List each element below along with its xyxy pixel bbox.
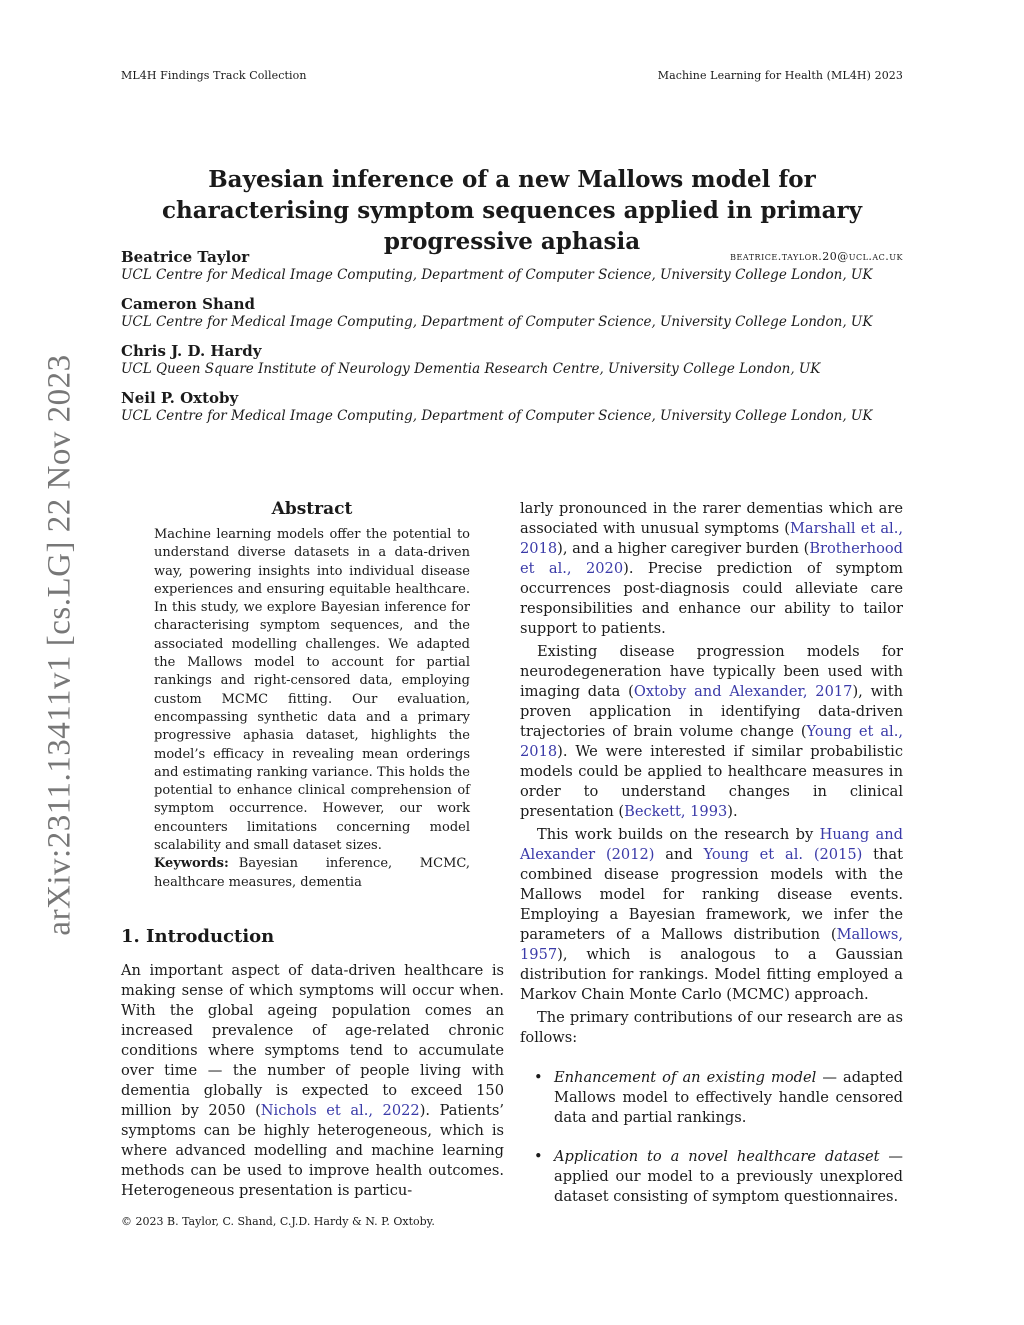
abstract-heading: Abstract — [271, 499, 353, 519]
author-entry — [121, 248, 903, 295]
author-name: Cameron Shand — [121, 295, 255, 313]
author-affiliation: UCL Queen Square Institute of Neurology Dementia Research Centre, University College London, UK — [121, 361, 821, 377]
author-name: Chris J. D. Hardy — [121, 342, 262, 360]
citation-link[interactable]: Marshall et al., 2018 — [520, 520, 904, 557]
citation-link[interactable]: Nichols et al., 2022 — [260, 1102, 420, 1119]
citation-link[interactable]: Huang and Alexander (2012) — [520, 826, 903, 863]
list-item: • Application to a novel healthcare dataset — applied our model to a previously unexplored dataset consisting of symptom questionnaires. — [534, 1148, 903, 1205]
keywords — [154, 855, 470, 892]
list-item: • Enhancement of an existing model — adapted Mallows model to effectively handle censored data and partial rankings. — [534, 1069, 903, 1126]
introduction-section — [121, 925, 504, 1201]
citation-link[interactable]: Young et al., 2018 — [520, 723, 904, 760]
citation-link[interactable]: Brotherhood et al., 2020 — [520, 540, 903, 577]
right-column — [520, 499, 903, 1226]
paragraph: The primary contributions of our research are as follows: — [520, 1009, 903, 1046]
intro-paragraph: An important aspect of data-driven healthcare is making sense of which symptoms will occur when. With the global ageing population comes an increased prevalence of age-related chronic conditions where symptoms tend to accumulate over time — the number of people living with dementia globally is expected to exceed 150 million by 2050 (Nichols et al., 2022). Patients’ symptoms can be highly heterogeneous, which is where advanced modelling and machine learning methods can be used to improve health outcomes. Heterogeneous presentation is particu- — [121, 962, 504, 1199]
running-header-right: Machine Learning for Health (ML4H) 2023 — [657, 69, 903, 82]
paper-title: Bayesian inference of a new Mallows model for characterising symptom sequences applied in primary progressive aphasia — [161, 166, 863, 255]
author-affiliation: UCL Centre for Medical Image Computing, Department of Computer Science, University College London, UK — [121, 314, 873, 330]
author-name: Neil P. Oxtoby — [121, 389, 239, 407]
bullet-icon: • — [534, 1148, 543, 1165]
author-entry — [121, 389, 903, 436]
paragraph: Existing disease progression models for neurodegeneration have typically been used with imaging data (Oxtoby and Alexander, 2017), with proven application in identifying data-driven trajectories of brain volume change (Young et al., 2018). We were interested if similar probabilistic models could be applied to healthcare measures in order to understand changes in clinical presentation (Beckett, 1993). — [520, 643, 904, 820]
contributions-list — [520, 1068, 903, 1207]
author-affiliation: UCL Centre for Medical Image Computing, Department of Computer Science, University College London, UK — [121, 408, 873, 424]
author-entry — [121, 295, 903, 342]
paragraph: larly pronounced in the rarer dementias which are associated with unusual symptoms (Marshall et al., 2018), and a higher caregiver burden (Brotherhood et al., 2020). Precise prediction of symptom occurrences post-diagnosis could alleviate care responsibilities and enhance our ability to tailor support to patients. — [520, 500, 904, 637]
author-email[interactable]: beatrice.taylor.20@ucl.ac.uk — [730, 250, 903, 263]
citation-link[interactable]: Oxtoby and Alexander, 2017 — [633, 683, 853, 700]
author-entry — [121, 342, 903, 389]
running-header-left: ML4H Findings Track Collection — [121, 69, 307, 82]
citation-link[interactable]: Young et al. (2015) — [703, 846, 863, 863]
author-affiliation: UCL Centre for Medical Image Computing, Department of Computer Science, University College London, UK — [121, 267, 873, 283]
citation-link[interactable]: Beckett, 1993 — [624, 803, 728, 820]
abstract-section — [154, 498, 470, 892]
paragraph: This work builds on the research by Huang and Alexander (2012) and Young et al. (2015) that combined disease progression models with the Mallows model for ranking disease events. Employing a Bayesian framework, we infer the parameters of a Mallows distribution (Mallows, 1957), which is analogous to a Gaussian distribution for rankings. Model fitting employed a Markov Chain Monte Carlo (MCMC) approach. — [520, 826, 903, 1003]
arxiv-stamp: arXiv:2311.13411v1 [cs.LG] 22 Nov 2023 — [41, 354, 78, 936]
citation-link[interactable]: Mallows, 1957 — [520, 926, 903, 963]
author-block — [121, 248, 903, 436]
keywords-label: Keywords: — [154, 856, 229, 872]
keywords-list: Bayesian inference, MCMC, healthcare measures, dementia — [154, 856, 470, 890]
copyright-footer: © 2023 B. Taylor, C. Shand, C.J.D. Hardy & N. P. Oxtoby. — [121, 1215, 435, 1228]
author-name: Beatrice Taylor — [121, 248, 250, 266]
bullet-icon: • — [534, 1069, 543, 1086]
abstract-text: Machine learning models offer the potential to understand diverse datasets in a data-driven way, powering insights into individual disease experiences and ensuring equitable healthcare. In this study, we explore Bayesian inference for characterising symptom sequences, and the associated modelling challenges. We adapted the Mallows model to account for partial rankings and right-censored data, employing custom MCMC fitting. Our evaluation, encompassing synthetic data and a primary progressive aphasia dataset, highlights the model’s efficacy in revealing mean orderings and estimating ranking variance. This holds the potential to enhance clinical comprehension of symptom occurrence. However, our work encounters limitations concerning model scalability and small dataset sizes. — [154, 527, 470, 854]
section-heading: 1. Introduction — [121, 926, 275, 947]
